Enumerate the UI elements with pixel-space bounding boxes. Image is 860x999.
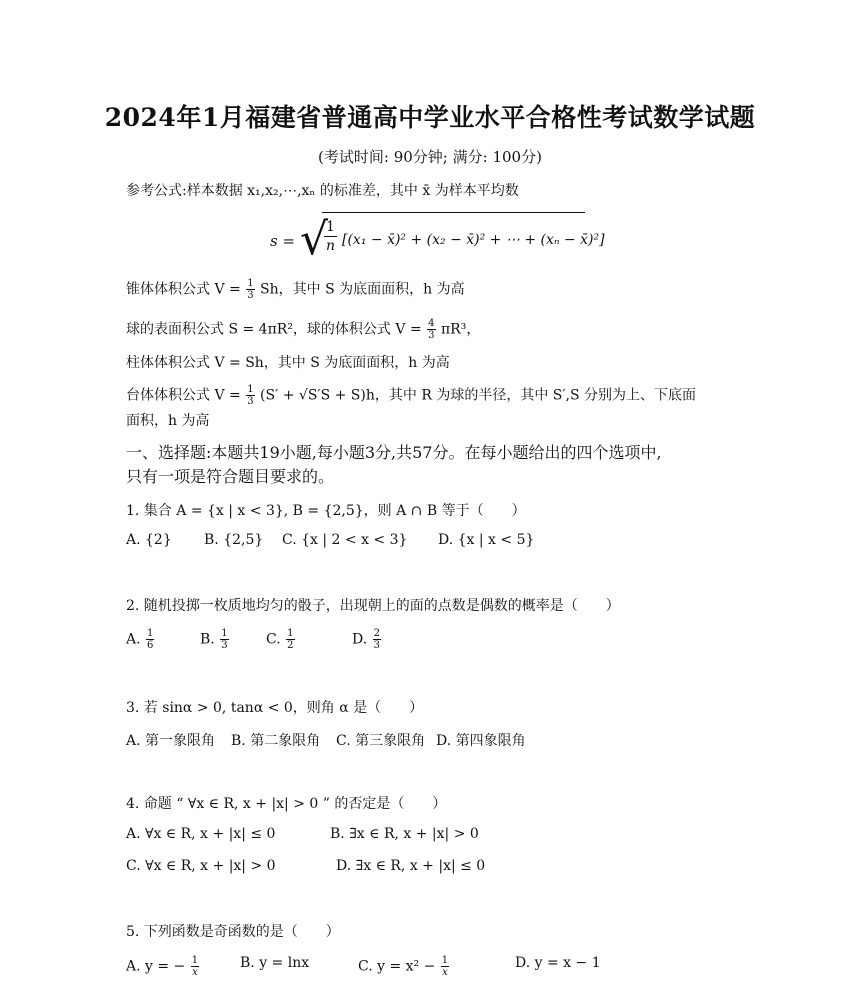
question-4-option-a: A. ∀x ∈ R, x + |x| ≤ 0: [126, 826, 276, 842]
option-fraction: [220, 628, 228, 651]
option-label: C. y = x² −: [358, 958, 436, 975]
question-3-option-c: C. 第三象限角: [336, 733, 426, 749]
option-fraction: [373, 628, 381, 651]
sphere-text-b: πR³，: [440, 321, 481, 338]
sphere-fraction: [427, 318, 435, 341]
frac-den: 3: [221, 640, 228, 651]
option-label: C.: [266, 631, 281, 648]
cone-volume-formula: [126, 278, 465, 301]
question-1-option-a: A. {2}: [126, 532, 172, 548]
question-3-option-a: A. 第一象限角: [126, 733, 216, 749]
cone-fraction: [246, 278, 254, 301]
question-5-stem: 5. 下列函数是奇函数的是（ ）: [126, 924, 340, 940]
cone-text-a: 锥体体积公式 V =: [126, 281, 241, 298]
sd-den: n: [325, 238, 335, 254]
question-2-stem: 2. 随机投掷一枚质地均匀的骰子，出现朝上的面的点数是偶数的概率是（ ）: [126, 598, 620, 614]
question-3-option-d: D. 第四象限角: [436, 733, 526, 749]
question-3-option-b: B. 第二象限角: [231, 733, 321, 749]
question-1-option-b: B. {2,5}: [204, 532, 264, 548]
sd-body: [(x₁ − x̄)² + (x₂ − x̄)² + ⋯ + (xₙ − x̄)²]: [342, 232, 605, 248]
question-2-option-c: [266, 628, 296, 651]
sphere-den: 3: [428, 330, 435, 341]
frac-den: 3: [373, 640, 381, 651]
frustum-den: 3: [247, 396, 254, 407]
frac-num: 1: [287, 628, 294, 639]
cone-den: 3: [247, 290, 254, 301]
frustum-volume-formula-cont: 面积，h 为高: [126, 413, 210, 429]
frustum-num: 1: [247, 384, 254, 395]
frac-den: x: [442, 967, 448, 978]
question-4-stem: 4. 命题 “ ∀x ∈ R, x + |x| > 0 ” 的否定是（ ）: [126, 796, 447, 812]
frustum-text-b: (S′ + √S′S + S)h，其中 R 为球的半径，其中 S′,S 分别为上、下底面: [260, 387, 697, 404]
frac-den: 2: [287, 640, 294, 651]
reference-intro: 参考公式:样本数据 x₁,x₂,⋯,xₙ 的标准差，其中 x̄ 为样本平均数: [126, 183, 519, 199]
frac-den: x: [192, 967, 198, 978]
sphere-text-a: 球的表面积公式 S = 4πR²，球的体积公式 V =: [126, 321, 422, 338]
frac-den: 6: [147, 640, 154, 651]
sd-fraction: [324, 218, 337, 255]
exam-info: (考试时间: 90分钟; 满分: 100分): [318, 148, 542, 166]
frac-num: 1: [147, 628, 154, 639]
question-5-option-c: [358, 955, 450, 978]
question-2-option-b: [200, 628, 230, 651]
sphere-num: 4: [428, 318, 435, 329]
cone-text-b: Sh，其中 S 为底面面积，h 为高: [260, 281, 465, 298]
section-heading-line2: 只有一项是符合题目要求的。: [126, 467, 335, 486]
question-5-option-d: D. y = x − 1: [515, 955, 601, 971]
option-fraction: [441, 955, 449, 978]
option-fraction: [286, 628, 294, 651]
option-label: D.: [352, 631, 368, 648]
question-1-option-d: D. {x | x < 5}: [438, 532, 535, 548]
frustum-volume-formula: [126, 384, 696, 407]
frustum-text-a: 台体体积公式 V =: [126, 387, 241, 404]
frac-num: 2: [373, 628, 381, 639]
option-label: B.: [200, 631, 215, 648]
section-heading-line1: 一、选择题:本题共19小题,每小题3分,共57分。在每小题给出的四个选项中,: [126, 443, 662, 462]
sqrt-icon: √: [300, 214, 329, 265]
question-1-stem: 1. 集合 A = {x | x < 3}, B = {2,5}，则 A ∩ B 等于（ ）: [126, 503, 526, 519]
question-4-option-d: D. ∃x ∈ R, x + |x| ≤ 0: [336, 858, 486, 874]
sqrt-bar: [322, 212, 585, 213]
prism-volume-formula: 柱体体积公式 V = Sh，其中 S 为底面面积，h 为高: [126, 355, 450, 371]
question-4-option-b: B. ∃x ∈ R, x + |x| > 0: [330, 826, 479, 842]
question-1-option-c: C. {x | 2 < x < 3}: [282, 532, 408, 548]
question-3-stem: 3. 若 sinα > 0, tanα < 0，则角 α 是（ ）: [126, 700, 424, 716]
frac-num: 1: [221, 628, 228, 639]
question-4-option-c: C. ∀x ∈ R, x + |x| > 0: [126, 858, 276, 874]
question-5-option-a: [126, 955, 200, 978]
cone-num: 1: [247, 278, 254, 289]
option-fraction: [146, 628, 154, 651]
sphere-formula: [126, 318, 480, 341]
frac-num: 1: [441, 955, 449, 966]
question-5-option-b: B. y = lnx: [240, 955, 310, 971]
sd-lhs: s =: [270, 232, 296, 250]
sd-formula: [0, 208, 860, 272]
sd-num: 1: [326, 219, 335, 235]
option-label: A. y = −: [126, 958, 186, 975]
frac-num: 1: [191, 955, 199, 966]
question-2-option-a: [126, 628, 155, 651]
option-fraction: [191, 955, 199, 978]
page-title: 2024年1月福建省普通高中学业水平合格性考试数学试题: [104, 103, 756, 132]
option-label: A.: [126, 631, 141, 648]
question-2-option-d: [352, 628, 382, 651]
frustum-fraction: [246, 384, 254, 407]
